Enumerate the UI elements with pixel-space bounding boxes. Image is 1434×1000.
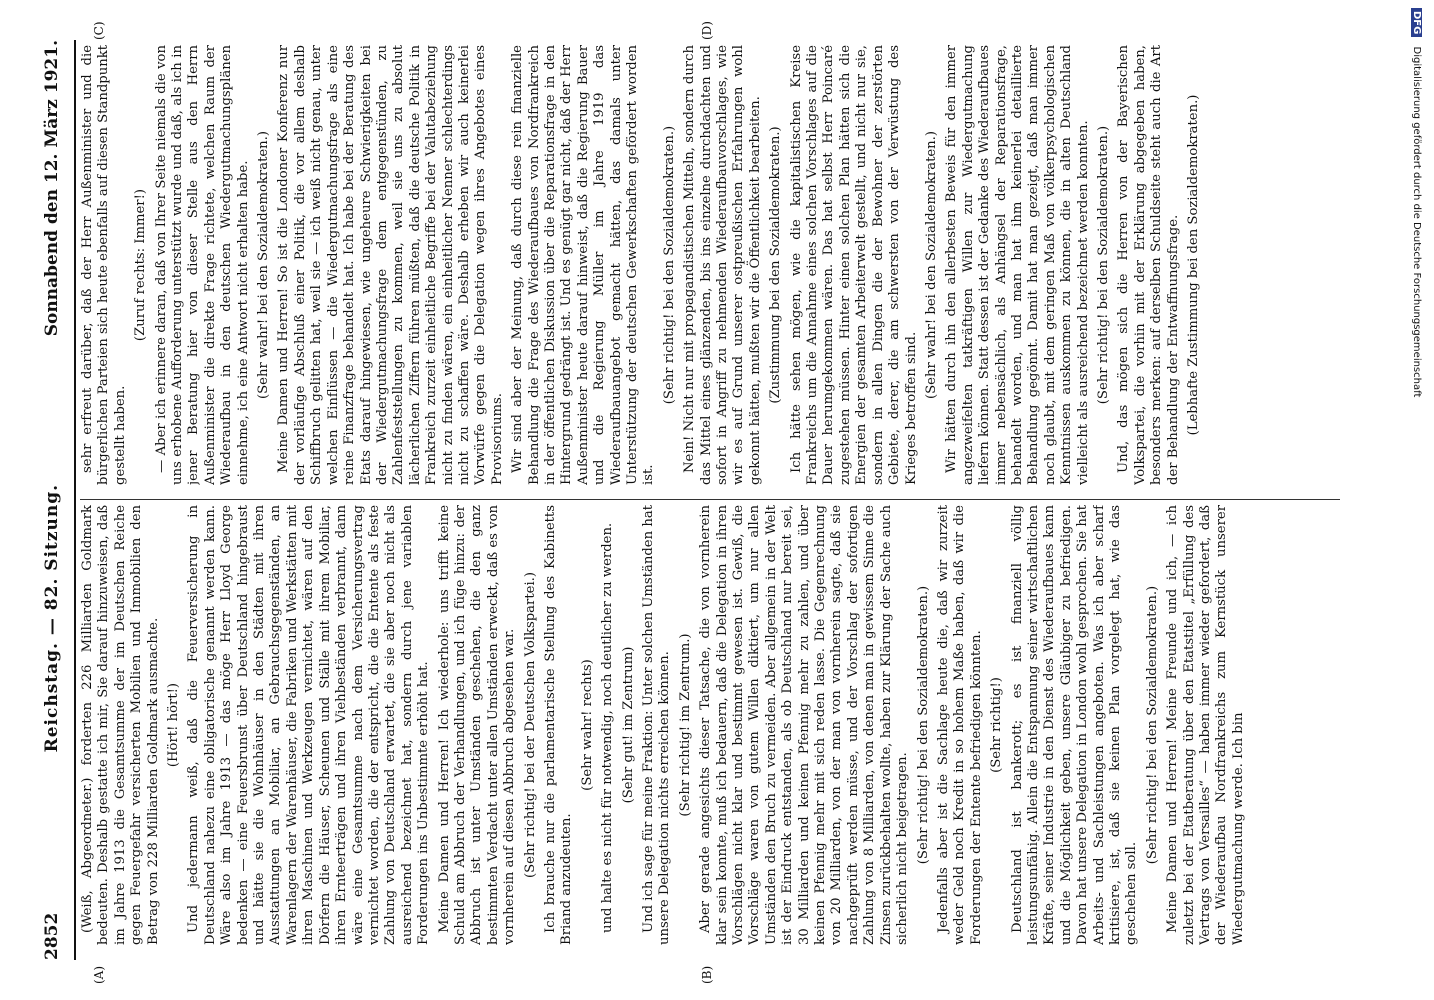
- right-paragraph: Wir hätten durch ihn den allerbesten Beweis für den immer angezweifelten tatkräftigen Willen zur Wiedergutmachung liefern können. Statt dessen ist der Gedanke des Wiederaufbaues immer nebensächlich, als Anhängsel der Reparationsfrage, behandelt worden, und man hat ihm keinerlei detaillierte Behandlung gegönnt. Damit hat man gezeigt, daß man immer noch glaubt, mit dem geringen Maß von völkerpsychologischen Kenntnissen auskommen zu können, die in alten Deutschland vielleicht als ausreichend bezeichnet werden konnten.: [944, 45, 1091, 485]
- column-divider: [80, 499, 1340, 500]
- margin-letter-a: (A): [92, 965, 106, 984]
- left-paragraph: Meine Damen und Herren! Ich wiederhole: uns trifft keine Schuld am Abbruch der Verhandlungen, und ich füge hinzu: der Abbruch ist unter Umständen geschehen, die den ganz bestimmten Verdacht unter allen Umständen erweckt, daß es von vornherein auf diesen Abbruch abgesehen war.: [436, 505, 518, 945]
- left-interjection: (Sehr wahr! rechts): [579, 659, 595, 791]
- page-header: [42, 40, 72, 960]
- left-interjection: (Hört! hört!): [166, 682, 182, 768]
- right-interjection: (Sehr wahr! bei den Sozialdemokraten.): [256, 131, 272, 399]
- right-paragraph: Nein! Nicht nur mit propagandistischen Mitteln, sondern durch das Mittel eines glänzenden, bis ins einzelne durchdachten und sofort in Angriff zu nehmenden Wiederaufbauvorschlages, wie wir es auf Grund unserer ostpreußischen Erfahrungen wohl gekonnt hätten, mußten wir die Öffentlichkeit bearbeiten.: [682, 45, 763, 485]
- left-paragraph: Und ich sage für meine Fraktion: Unter solchen Umständen hat unsere Delegation nichts erreichen können.: [641, 505, 673, 945]
- left-interjection: (Sehr richtig! bei den Sozialdemokraten.): [915, 585, 931, 865]
- right-paragraph: Ich hätte sehen mögen, wie die kapitalistischen Kreise Frankreichs um die Annahme eines solchen Vorschlages auf die Dauer herumgekommen wären. Das hat selbst Herr Poincaré zugestehen müssen. Hinter einen solchen Plan hätten sich die Energien der gesamten Arbeiterwelt gestellt, und nicht nur sie, sondern in allen Dingen die der Bewohner der zerstörten Gebiete, derer, die am schwersten von der Verwüstung des Krieges betroffen sind.: [788, 45, 919, 485]
- left-interjection: (Sehr richtig! bei der Deutschen Volkspartei.): [522, 571, 538, 879]
- right-paragraph: Wir sind aber der Meinung, daß durch diese rein finanzielle Behandlung die Frage des Wiederaufbaues von Nordfrankreich in der öffentlichen Diskussion über die Reparationsfrage in den Hintergrund gedrängt ist. Und es genügt gar nicht, daß der Herr Außenminister heute darauf hinweist, daß die Regierung Bauer und die Regierung Müller im Jahre 1919 das Wiederaufbauangebot gemacht hätten, das damals unter Unterstützung der deutschen Gewerkschaften gefördert worden ist.: [510, 45, 657, 485]
- left-interjection: (Sehr richtig!): [989, 677, 1005, 773]
- left-paragraph: Aber gerade angesichts dieser Tatsache, die von vornherein klar sein konnte, muß ich bedauern, daß die Delegation in ihren Vorschlägen nicht klar und bestimmt gewesen ist. Gewiß, die Vorschläge waren von gutem Willen diktiert, um nur allen Umständen den Bruch zu vermeiden. Aber allgemein in der Welt ist der Eindruck entstanden, als ob Deutschland nur bereit sei, 30 Milliarden und keinen Pfennig mehr zu zahlen, und über keinen Pfennig mehr mit sich reden lasse. Die Gegenrechnung von 20 Milliarden, von der man von vornherein sagte, daß sie nachgeprüft werden müsse, und der Vorschlag der sofortigen Zahlung von 8 Milliarden, von denen man in gewissem Sinne die Zinsen zurückbehalten wollte, haben zur Klärung der Sache auch sicherlich nicht beigetragen.: [698, 505, 911, 945]
- right-paragraph: Und, das mögen sich die Herren von der Bayerischen Volkspartei, die vorhin mit der Erklärung abgegeben haben, besonders merken: auf derselben Schuldseite steht auch die Art der Behandlung der Entwaffnungsfrage.: [1116, 45, 1181, 485]
- left-interjection: (Sehr gut! im Zentrum): [620, 646, 636, 804]
- left-interjection: (Sehr richtig! bei den Sozialdemokraten.): [1144, 585, 1160, 865]
- margin-letter-b: (B): [700, 965, 714, 984]
- page-number: 2852: [42, 912, 62, 960]
- left-interjection: (Sehr richtig! im Zentrum.): [677, 633, 693, 817]
- right-paragraph: — Aber ich erinnere daran, daß von Ihrer Seite niemals die von uns erhobene Aufforderung unterstützt wurde und daß, als ich in jener Beratung hier von dieser Stelle aus den Herrn Außenminister die direkte Frage richtete, welchen Raum der Wiederaufbau in den deutschen Wiedergutmachungsplänen einnehme, ich eine Antwort nicht erhalten habe.: [153, 45, 251, 485]
- text-column-right: [80, 45, 1340, 485]
- right-interjection: (Lebhafte Zustimmung bei den Sozialdemokraten.): [1186, 94, 1201, 436]
- right-interjection: (Sehr wahr! bei den Sozialdemokraten.): [923, 131, 939, 399]
- right-interjection: (Zustimmung bei den Sozialdemokraten.): [768, 126, 784, 404]
- right-interjection: (Sehr richtig! bei den Sozialdemokraten.): [661, 125, 677, 405]
- left-paragraph: Und jedermann weiß, daß die Feuerversicherung in Deutschland nahezu eine obligatorische genannt werden kann. Wäre also im Jahre 1913 — das möge Herr Lloyd George bedenken — eine Feuersbrunst über Deutschland hingebraust und hätte sie die Wohnhäuser in den Städten mit ihren Ausstattungen an Mobiliar, an Gebrauchsgegenständen, an Warenlagern der Warenhäuser, die Fabriken und Werkstätten mit ihren Maschinen und Werkzeugen vernichtet, wären auf den Dörfern die Häuser, Scheunen und Ställe mit ihrem Mobiliar, ihren Ernteerträgen und ihren Viehbeständen verbrannt, dann wäre eine Gesamtsumme nach dem Versicherungsvertrag vernichtet worden, die der entspricht, die die Entente als feste Zahlung von Deutschland erwartet, die sie aber noch nicht als ausreichend bezeichnet hat, sondern durch jene variablen Forderungen ins Unbestimmte erhöht hat.: [186, 505, 432, 945]
- session-title: Reichstag. — 82. Sitzung.: [42, 483, 62, 753]
- right-paragraph: Meine Damen und Herren! So ist die Londoner Konferenz nur der vorläufige Abschluß einer Politik, die vor allem deshalb Schiffbruch gelitten hat, weil sie — ich weiß nicht genau, unter welchen Einflüssen — die Wiedergutmachungsfrage als eine reine Finanzfrage behandelt hat. Ich habe bei der Beratung des Etats darauf hingewiesen, wie ungeheure Schwierigkeiten bei der Wiedergutmachungsfrage dem entgegenstünden, zu Zahlenfeststellungen zu kommen, weil sie uns zu absolut lächerlichen Ziffern führen müßten, daß die deutsche Politik in Frankreich zurzeit einheitliche Begriffe bei der Valutabeziehung nicht zu finden wären, ein einheitlicher Nenner schlechterdings nicht zu schaffen wäre. Deshalb erheben wir auch keinerlei Vorwürfe gegen die Delegation wegen ihres Angebotes eines Provisoriums.: [276, 45, 505, 485]
- left-paragraph: (Weiß, Abgeordneter.) forderten 226 Milliarden Goldmark bedeuten. Deshalb gestatte ich mir, Sie darauf hinzuweisen, daß im Jahre 1913 die Gesamtsumme der im Deutschen Reiche gegen Feuergefahr versicherten Mobilien und Immobilien den Betrag von 228 Milliarden Goldmark ausmachte.: [80, 505, 161, 945]
- left-paragraph: Deutschland ist bankerott; es ist finanziell völlig leistungsunfähig. Allein die Entspannung seiner wirtschaftlichen Kräfte, seiner Industrie in den Dienst des Wiederaufbaues kann und die Möglichkeit geben, unsere Gläubiger zu befriedigen. Davon hat unsere Delegation in London wohl gesprochen. Sie hat Arbeits- und Sachleistungen angeboten. Was ich aber scharf kritisiere, ist, daß sie keinen Plan vorgelegt hat, wie das geschehen soll.: [1009, 505, 1140, 945]
- right-paragraph: sehr erfreut darüber, daß der Herr Außenminister und die bürgerlichen Parteien sich heute ebenfalls auf diesen Standpunkt gestellt haben.: [80, 45, 128, 485]
- right-interjection: (Zuruf rechts: Immer!): [133, 188, 149, 342]
- credit-text: Digitalisierung gefördert durch die Deutsche Forschungsgemeinschaft: [1411, 46, 1422, 398]
- margin-letter-d: (D): [700, 21, 714, 40]
- header-rule: [74, 40, 76, 960]
- left-paragraph: Jedenfalls aber ist die Sachlage heute die, daß wir zurzeit weder Geld noch Kredit in so hohem Maße haben, daß wir die Forderungen der Entente befriedigen könnten.: [935, 505, 984, 945]
- dfg-logo: DFG: [1411, 8, 1422, 37]
- margin-letter-c: (C): [92, 21, 106, 40]
- left-paragraph: Ich brauche nur die parlamentarische Stellung des Kabinetts Briand anzudeuten.: [542, 505, 575, 945]
- right-interjection: (Sehr richtig! bei den Sozialdemokraten.): [1095, 125, 1111, 405]
- text-column-left: [80, 505, 1340, 945]
- left-paragraph: Meine Damen und Herren! Meine Freunde und ich, — ich zuletzt bei der Etatberatung über den Etatstitel „Erfüllung des Vertrags von Versailles“ — haben immer wieder gefordert, daß der Wiederaufbau Nordfrankreichs zum Kernstück unserer Wiedergutmachung werde. Ich bin: [1165, 505, 1246, 945]
- left-paragraph: und halte es nicht für notwendig, noch deutlicher zu werden.: [600, 522, 616, 933]
- digitization-credit: [1408, 8, 1428, 998]
- session-date: Sonnabend den 12. März 1921.: [42, 40, 62, 337]
